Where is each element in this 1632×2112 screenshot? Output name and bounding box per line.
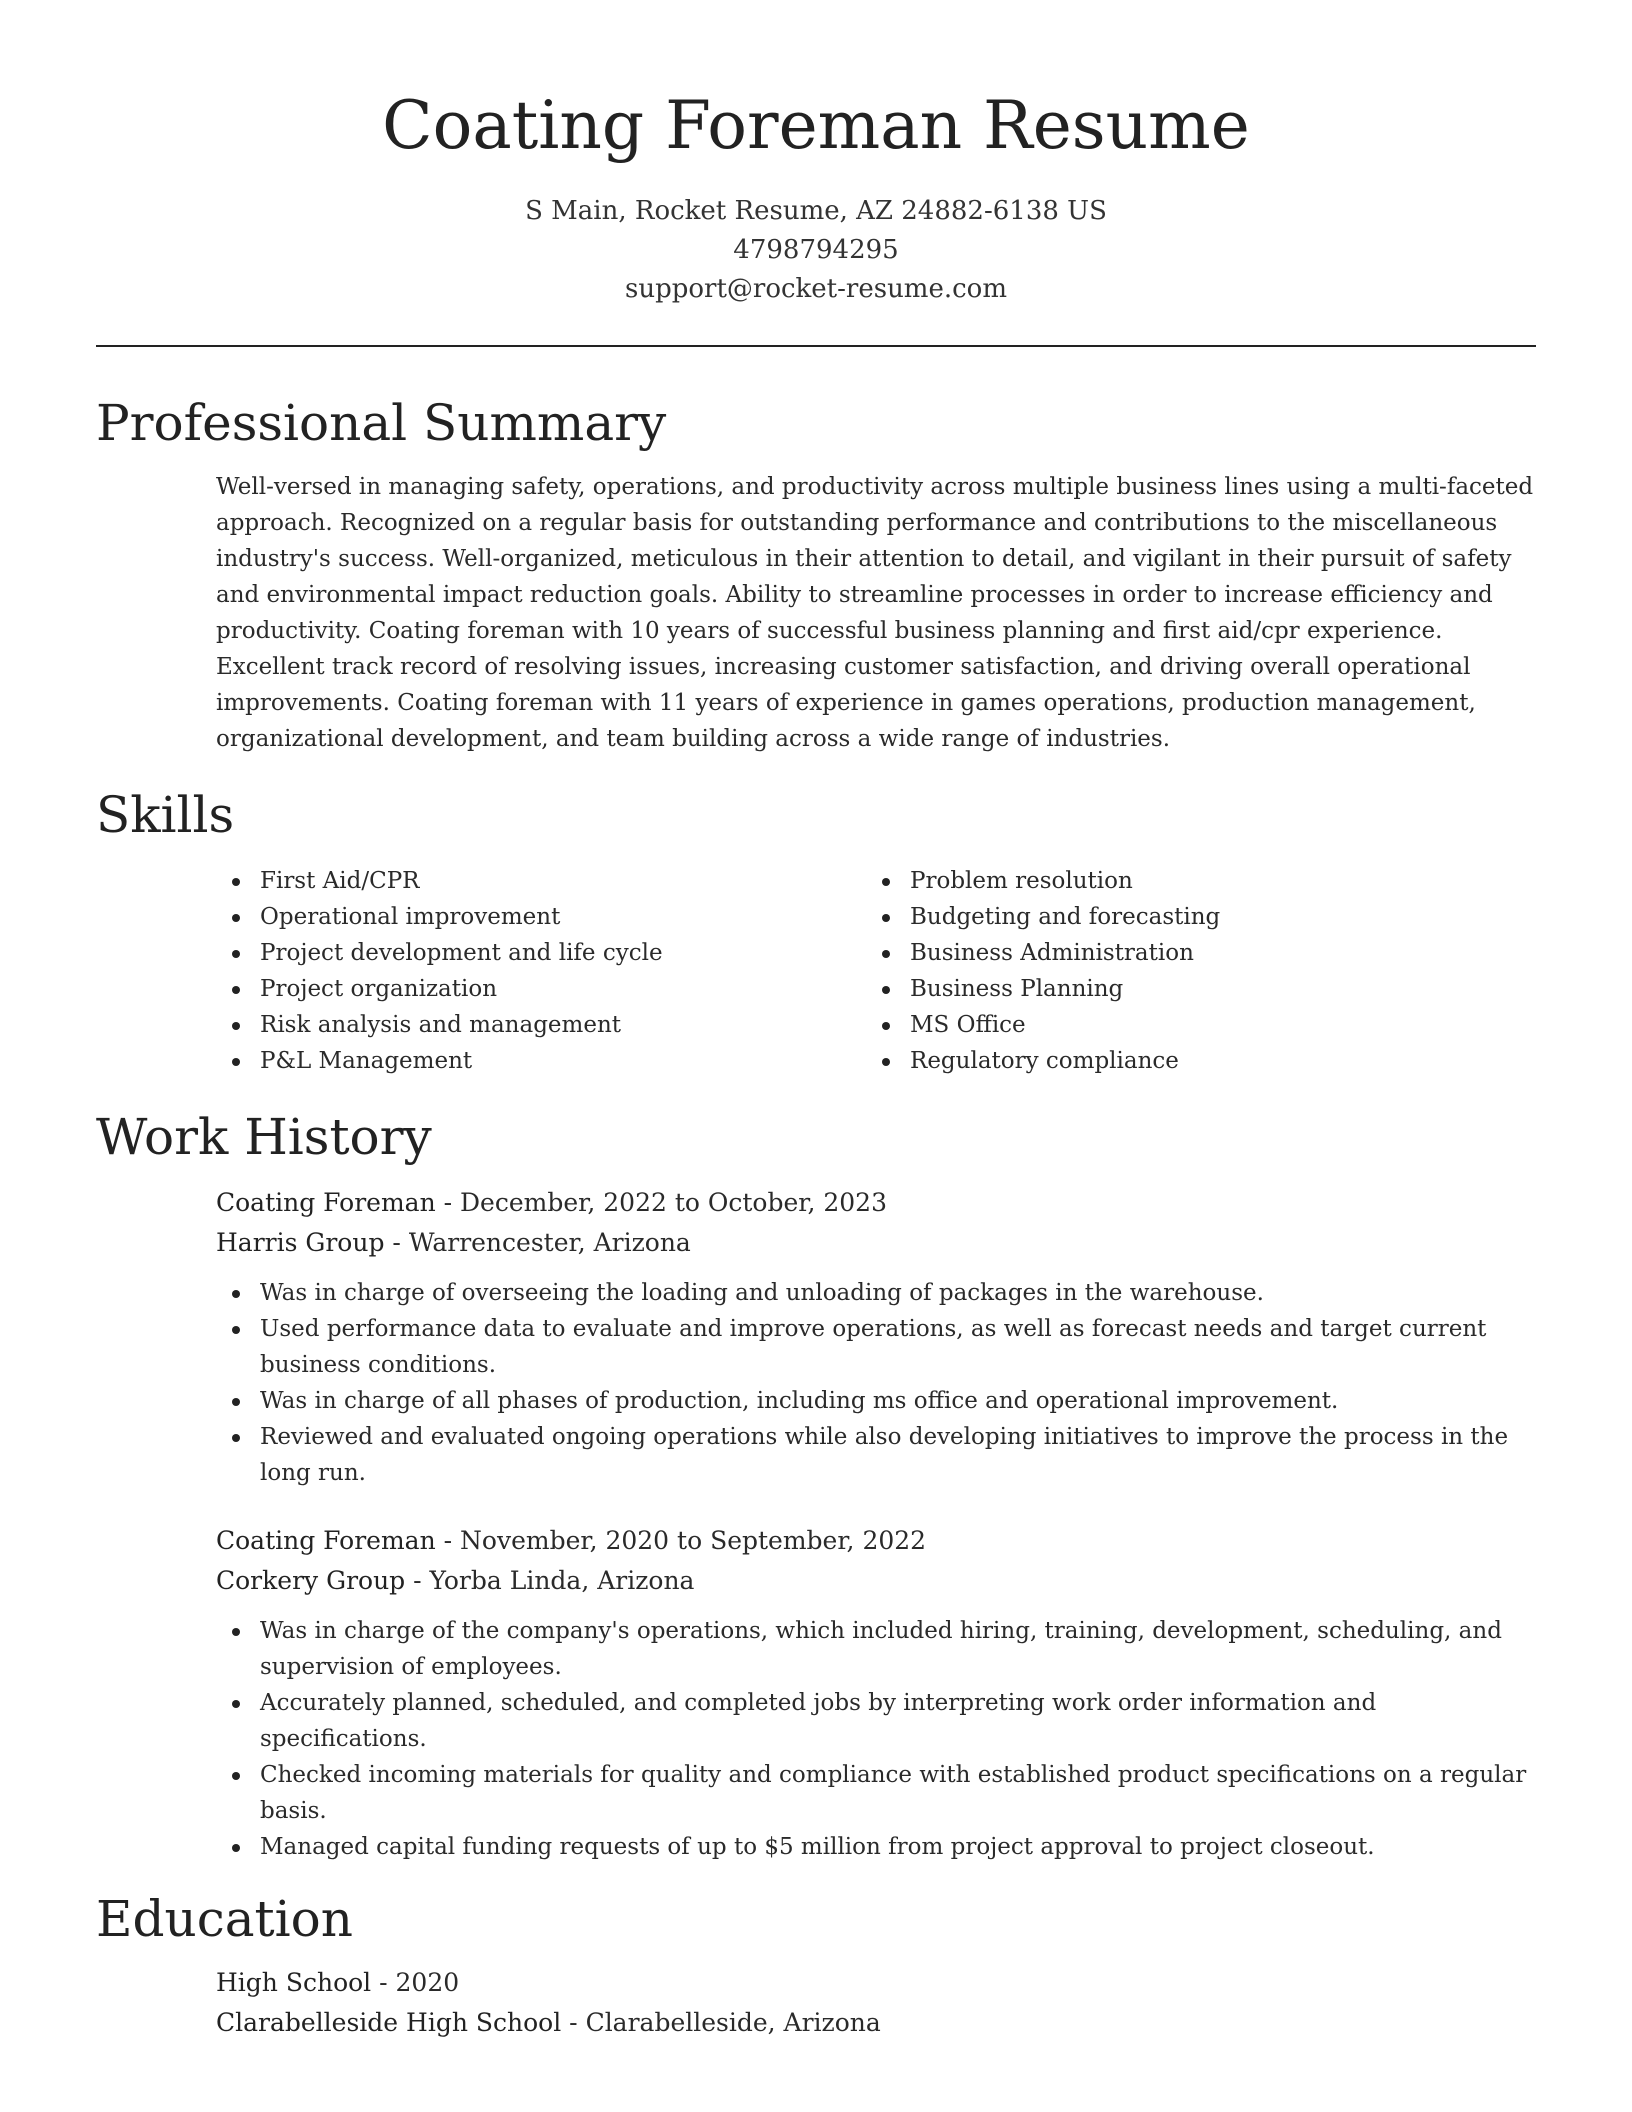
job-bullet: Was in charge of overseeing the loading and unloading of packages in the warehouse. [216,1275,1536,1311]
job-bullet: Accurately planned, scheduled, and completed jobs by interpreting work order information and specifications. [216,1685,1536,1757]
skill-item: Business Administration [866,935,1516,971]
job-bullet: Used performance data to evaluate and improve operations, as well as forecast needs and target current business conditions. [216,1311,1536,1383]
education-year: 2020 [395,1968,460,1997]
job-bullet: Checked incoming materials for quality and compliance with established product specifications on a regular basis. [216,1757,1536,1829]
skill-item: Problem resolution [866,863,1516,899]
job-bullets [216,1613,1536,1865]
job-title: Coating Foreman [216,1188,436,1217]
job-location: Warrencester, Arizona [408,1228,691,1257]
separator: - [561,2008,586,2037]
work-history-heading: Work History [96,1108,432,1166]
job-company: Corkery Group [216,1566,406,1595]
contact-email: support@rocket-resume.com [624,274,1007,304]
job-bullet: Was in charge of all phases of production, including ms office and operational improvement. [216,1383,1536,1419]
job-bullet: Reviewed and evaluated ongoing operations while also developing initiatives to improve the process in the long run. [216,1419,1536,1491]
skills-column-right [866,863,1516,1079]
education-degree-line [216,1963,1536,2003]
summary-text: Well-versed in managing safety, operations, and productivity across multiple business lines using a multi-faceted approach. Recognized on a regular basis for outstanding performance and contributions to the miscellaneous industry's success. Well-organized, meticulous in their attention to detail, and vigilant in their pursuit of safety and environmental impact reduction goals. Ability to streamline processes in order to increase efficiency and productivity. Coating foreman with 10 years of successful business planning and first aid/cpr experience. Excellent track record of resolving issues, increasing customer satisfaction, and driving overall operational improvements. Coating foreman with 11 years of experience in games operations, production management, organizational development, and team building across a wide range of industries. [216,474,1534,752]
header-divider [96,345,1536,347]
resume-header [96,0,1536,309]
skill-item: First Aid/CPR [216,863,866,899]
education-section [96,1889,1536,2043]
separator: - [435,1188,461,1217]
skills-heading: Skills [96,786,235,844]
job-company-line [216,1223,1536,1263]
contact-address: S Main, Rocket Resume, AZ 24882-6138 US [525,196,1107,226]
contact-block [96,192,1536,309]
resume-title: Coating Foreman Resume [382,87,1250,164]
summary-heading: Professional Summary [96,394,667,452]
separator: - [405,1566,430,1595]
education-entry [216,1963,1536,2043]
skill-item: Budgeting and forecasting [866,899,1516,935]
job-bullet: Managed capital funding requests of up to $5 million from project approval to project closeout. [216,1829,1536,1865]
education-school-line [216,2003,1536,2043]
job-bullet: Was in charge of the company's operations, which included hiring, training, development, scheduling, and supervision of employees. [216,1613,1536,1685]
job-title: Coating Foreman [216,1526,436,1555]
job-dates: November, 2020 to September, 2022 [460,1526,927,1555]
education-heading: Education [96,1890,353,1948]
education-degree: High School [216,1968,372,1997]
skill-item: Project organization [216,971,866,1007]
skill-item: P&L Management [216,1043,866,1079]
summary-section [96,393,1536,757]
job-entry [216,1183,1536,1491]
skill-item: Operational improvement [216,899,866,935]
skills-column-left [216,863,866,1079]
education-school: Clarabelleside High School [216,2008,562,2037]
skill-item: Risk analysis and management [216,1007,866,1043]
separator: - [435,1526,461,1555]
education-location: Clarabelleside, Arizona [585,2008,881,2037]
job-title-line [216,1521,1536,1561]
skill-item: Business Planning [866,971,1516,1007]
skill-item: MS Office [866,1007,1516,1043]
job-company-line [216,1561,1536,1601]
job-bullets [216,1275,1536,1491]
work-history-section [96,1107,1536,1865]
job-location: Yorba Linda, Arizona [429,1566,695,1595]
separator: - [384,1228,409,1257]
contact-phone: 4798794295 [733,235,899,265]
skills-grid [216,863,1536,1079]
job-company: Harris Group [216,1228,385,1257]
job-dates: December, 2022 to October, 2023 [460,1188,887,1217]
skill-item: Regulatory compliance [866,1043,1516,1079]
job-title-line [216,1183,1536,1223]
separator: - [371,1968,396,1997]
skills-section [96,785,1536,1079]
job-entry [216,1521,1536,1865]
skill-item: Project development and life cycle [216,935,866,971]
